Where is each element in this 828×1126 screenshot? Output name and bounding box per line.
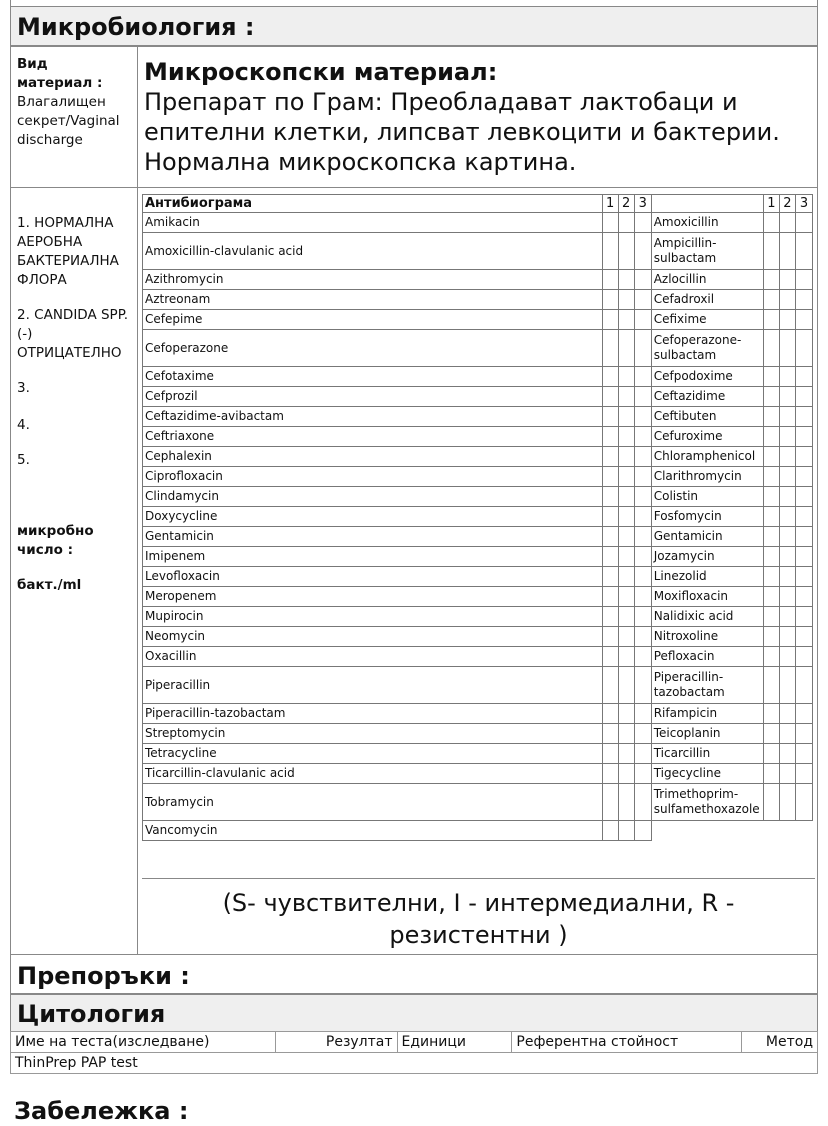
result-cell [763, 704, 779, 724]
antibiotic-name-left: Ceftazidime-avibactam [143, 407, 603, 427]
antibiogram-table [142, 194, 813, 841]
result-cell [795, 387, 812, 407]
result-cell [634, 487, 651, 507]
result-cell [602, 467, 618, 487]
antibiogram-row [143, 330, 813, 367]
antibiotic-name-right: Colistin [651, 487, 763, 507]
antibiogram-row [143, 667, 813, 704]
result-cell [795, 784, 812, 821]
antibiotic-name-left: Cefoperazone [143, 330, 603, 367]
finding-2: 2. CANDIDA SPP. (-) ОТРИЦАТЕЛНО [17, 307, 129, 361]
cytology-row [11, 1053, 818, 1074]
result-cell [795, 547, 812, 567]
result-cell [763, 784, 779, 821]
antibiotic-name-right: Cefixime [651, 310, 763, 330]
result-cell [779, 407, 795, 427]
antibiogram-row [143, 233, 813, 270]
result-cell [618, 427, 634, 447]
col-units: Единици [397, 1032, 512, 1053]
result-cell [602, 387, 618, 407]
result-cell [763, 213, 779, 233]
result-cell [618, 607, 634, 627]
result-cell [634, 724, 651, 744]
count-label: микробно число : [17, 523, 94, 558]
result-cell [763, 487, 779, 507]
result-cell [779, 784, 795, 821]
antibiotic-name-left: Ciprofloxacin [143, 467, 603, 487]
result-cell [602, 667, 618, 704]
antibiotic-name-left: Ticarcillin-clavulanic acid [143, 764, 603, 784]
antibiotic-name-left: Vancomycin [143, 821, 603, 841]
result-cell [634, 627, 651, 647]
result-cell [618, 213, 634, 233]
antibiogram-header-row [143, 195, 813, 213]
result-cell [779, 627, 795, 647]
antibiogram-row [143, 270, 813, 290]
col-number: 1 [763, 195, 779, 213]
result-cell [795, 467, 812, 487]
micro-cell [144, 57, 812, 177]
result-cell [779, 764, 795, 784]
antibiotic-name-right: Ticarcillin [651, 744, 763, 764]
cytology-header-row [11, 1032, 818, 1053]
sample-cell [11, 47, 138, 187]
antibiotic-name-right: Cefoperazone-sulbactam [651, 330, 763, 367]
findings-cell [11, 188, 138, 954]
note-title: Забележка : [14, 1097, 189, 1125]
result-cell [763, 427, 779, 447]
result-cell [779, 427, 795, 447]
antibiotic-name-right: Linezolid [651, 567, 763, 587]
result-cell [763, 607, 779, 627]
finding-1: 1. НОРМАЛНА АЕРОБНА БАКТЕРИАЛНА ФЛОРА [17, 215, 119, 288]
antibiogram-row [143, 764, 813, 784]
micro-text: Препарат по Грам: Преобладават лактобаци и епителни клетки, липсват левкоцити и бактерии. Нормална микроскопска картина. [144, 88, 780, 176]
result-cell [634, 647, 651, 667]
col-test-name: Име на теста(изследване) [11, 1032, 276, 1053]
result-cell [618, 270, 634, 290]
result-cell [634, 447, 651, 467]
antibiotic-name-left: Mupirocin [143, 607, 603, 627]
result-cell [763, 310, 779, 330]
result-cell [618, 310, 634, 330]
result-cell [779, 567, 795, 587]
antibiogram-row [143, 387, 813, 407]
result-cell [618, 547, 634, 567]
col-result: Резултат [275, 1032, 397, 1053]
antibiogram-row [143, 467, 813, 487]
result-cell [602, 547, 618, 567]
antibiotic-name-right [651, 821, 763, 841]
result-cell [763, 233, 779, 270]
result-cell [634, 821, 651, 841]
antibiogram-row [143, 213, 813, 233]
result-cell [763, 587, 779, 607]
result-cell [618, 744, 634, 764]
result-cell [618, 407, 634, 427]
result-cell [795, 527, 812, 547]
result-cell [602, 784, 618, 821]
result-cell [779, 507, 795, 527]
result-cell [634, 367, 651, 387]
result-cell [602, 330, 618, 367]
antibiogram-row [143, 627, 813, 647]
result-cell [602, 744, 618, 764]
result-cell [602, 407, 618, 427]
result-cell [634, 270, 651, 290]
result-cell [795, 427, 812, 447]
result-cell [795, 487, 812, 507]
result-cell [618, 567, 634, 587]
antibiotic-name-right: Nalidixic acid [651, 607, 763, 627]
antibiogram-header: Антибиограма [143, 195, 603, 213]
antibiotic-name-left: Azithromycin [143, 270, 603, 290]
result-cell [779, 587, 795, 607]
result-cell [779, 367, 795, 387]
result-cell [618, 233, 634, 270]
result-cell [618, 724, 634, 744]
result-cell [602, 290, 618, 310]
result-cell [618, 467, 634, 487]
antibiotic-name-right: Amoxicillin [651, 213, 763, 233]
result-cell [634, 330, 651, 367]
antibiotic-name-left: Amoxicillin-clavulanic acid [143, 233, 603, 270]
antibiogram-row [143, 427, 813, 447]
result-cell [795, 724, 812, 744]
result-cell [795, 744, 812, 764]
col-number: 1 [602, 195, 618, 213]
result-cell [634, 547, 651, 567]
result-cell [618, 507, 634, 527]
antibiotic-name-left: Cephalexin [143, 447, 603, 467]
result-cell [634, 213, 651, 233]
result-cell [618, 387, 634, 407]
result-cell [618, 704, 634, 724]
antibiotic-name-left: Aztreonam [143, 290, 603, 310]
result-cell [779, 487, 795, 507]
result-cell [795, 764, 812, 784]
antibiotic-name-right: Clarithromycin [651, 467, 763, 487]
result-cell [763, 567, 779, 587]
micro-title: Микроскопски материал: [144, 58, 498, 86]
result-cell [779, 447, 795, 467]
cytology-title: Цитология [10, 994, 818, 1032]
result-cell [795, 367, 812, 387]
result-cell [795, 233, 812, 270]
antibiotic-name-right: Gentamicin [651, 527, 763, 547]
result-cell [602, 310, 618, 330]
sample-value: Влагалищен секрет/Vaginal discharge [17, 94, 120, 148]
result-cell [602, 627, 618, 647]
antibiotic-name-right: Piperacillin-tazobactam [651, 667, 763, 704]
result-cell [618, 667, 634, 704]
result-cell [779, 527, 795, 547]
antibiotic-name-right: Ampicillin-sulbactam [651, 233, 763, 270]
antibiogram-row [143, 447, 813, 467]
microbiology-title: Микробиология : [10, 6, 818, 46]
recommendations-title: Препоръки : [17, 962, 190, 990]
antibiogram-header-right [651, 195, 763, 213]
result-cell [779, 467, 795, 487]
result-cell [602, 587, 618, 607]
col-number: 3 [795, 195, 812, 213]
result-cell [763, 764, 779, 784]
result-cell [634, 607, 651, 627]
result-cell [602, 567, 618, 587]
result-cell [763, 507, 779, 527]
result-cell [602, 507, 618, 527]
antibiotic-name-left: Ceftriaxone [143, 427, 603, 447]
result-cell [602, 367, 618, 387]
sample-row [10, 46, 818, 188]
cytology-test-name: ThinPrep PAP test [11, 1053, 818, 1074]
antibiotic-name-right: Cefuroxime [651, 427, 763, 447]
col-reference: Референтна стойност [512, 1032, 742, 1053]
result-cell [602, 821, 618, 841]
result-cell [618, 764, 634, 784]
antibiogram-row [143, 607, 813, 627]
result-cell [634, 567, 651, 587]
result-cell [634, 507, 651, 527]
result-cell [779, 667, 795, 704]
antibiotic-name-left: Tetracycline [143, 744, 603, 764]
antibiogram-row [143, 487, 813, 507]
col-number: 2 [618, 195, 634, 213]
antibiotic-name-left: Cefotaxime [143, 367, 603, 387]
antibiotic-name-right: Nitroxoline [651, 627, 763, 647]
antibiotic-name-left: Cefepime [143, 310, 603, 330]
result-cell [602, 724, 618, 744]
result-cell [795, 587, 812, 607]
result-cell [602, 607, 618, 627]
result-cell [618, 290, 634, 310]
result-cell [795, 667, 812, 704]
antibiogram-row [143, 527, 813, 547]
result-cell [602, 764, 618, 784]
result-cell [602, 704, 618, 724]
result-cell [763, 821, 779, 841]
antibiotic-name-left: Oxacillin [143, 647, 603, 667]
result-cell [795, 821, 812, 841]
result-cell [618, 487, 634, 507]
antibiotic-name-right: Pefloxacin [651, 647, 763, 667]
antibiotic-name-left: Cefprozil [143, 387, 603, 407]
result-cell [763, 407, 779, 427]
antibiogram-row [143, 744, 813, 764]
result-cell [763, 447, 779, 467]
antibiogram-row [143, 647, 813, 667]
result-cell [795, 213, 812, 233]
result-cell [634, 527, 651, 547]
result-cell [795, 407, 812, 427]
result-cell [795, 647, 812, 667]
result-cell [602, 527, 618, 547]
recommendations-box [10, 954, 818, 994]
finding-5: 5. [17, 452, 30, 468]
result-cell [602, 270, 618, 290]
result-cell [618, 447, 634, 467]
antibiogram-row [143, 290, 813, 310]
antibiotic-name-right: Teicoplanin [651, 724, 763, 744]
result-cell [618, 587, 634, 607]
antibiotic-name-left: Piperacillin [143, 667, 603, 704]
result-cell [634, 290, 651, 310]
sample-label: Вид материал : [17, 56, 103, 91]
result-cell [602, 647, 618, 667]
result-cell [618, 647, 634, 667]
antibiogram-row [143, 547, 813, 567]
antibiotic-name-left: Meropenem [143, 587, 603, 607]
count-unit: бакт./ml [17, 577, 82, 593]
antibiotic-name-left: Tobramycin [143, 784, 603, 821]
antibiotic-name-right: Rifampicin [651, 704, 763, 724]
antibiotic-name-right: Azlocillin [651, 270, 763, 290]
result-cell [634, 667, 651, 704]
result-cell [634, 764, 651, 784]
finding-4: 4. [17, 417, 30, 433]
antibiotic-name-left: Piperacillin-tazobactam [143, 704, 603, 724]
antibiogram-row [143, 587, 813, 607]
result-cell [795, 507, 812, 527]
result-cell [795, 330, 812, 367]
antibiotic-name-right: Cefpodoxime [651, 367, 763, 387]
result-cell [634, 704, 651, 724]
result-cell [779, 607, 795, 627]
result-cell [779, 821, 795, 841]
antibiotic-name-left: Amikacin [143, 213, 603, 233]
result-cell [634, 587, 651, 607]
result-cell [763, 667, 779, 704]
result-cell [602, 213, 618, 233]
col-number: 2 [779, 195, 795, 213]
antibiotic-name-right: Trimethoprim-sulfamethoxazole [651, 784, 763, 821]
antibiotic-name-left: Levofloxacin [143, 567, 603, 587]
antibiotic-name-right: Chloramphenicol [651, 447, 763, 467]
result-cell [779, 310, 795, 330]
result-cell [795, 567, 812, 587]
result-cell [795, 310, 812, 330]
antibiogram-row [143, 507, 813, 527]
result-cell [779, 330, 795, 367]
result-cell [602, 487, 618, 507]
result-cell [763, 547, 779, 567]
result-cell [602, 447, 618, 467]
antibiotic-name-right: Fosfomycin [651, 507, 763, 527]
result-cell [763, 627, 779, 647]
result-cell [763, 330, 779, 367]
result-cell [763, 744, 779, 764]
result-cell [618, 367, 634, 387]
col-method: Метод [742, 1032, 818, 1053]
antibiotic-name-left: Imipenem [143, 547, 603, 567]
result-cell [618, 330, 634, 367]
result-cell [618, 627, 634, 647]
result-cell [634, 744, 651, 764]
cytology-table [10, 1031, 818, 1074]
antibiogram-row [143, 310, 813, 330]
antibiotic-name-right: Ceftazidime [651, 387, 763, 407]
result-cell [763, 290, 779, 310]
result-cell [618, 784, 634, 821]
result-cell [779, 270, 795, 290]
result-cell [795, 290, 812, 310]
result-cell [634, 387, 651, 407]
antibiotic-name-right: Tigecycline [651, 764, 763, 784]
result-cell [763, 527, 779, 547]
antibiotic-name-left: Clindamycin [143, 487, 603, 507]
result-cell [634, 233, 651, 270]
result-cell [763, 367, 779, 387]
result-cell [779, 233, 795, 270]
result-cell [795, 607, 812, 627]
result-cell [779, 290, 795, 310]
result-cell [779, 387, 795, 407]
result-cell [763, 467, 779, 487]
antibiogram-legend: (S- чувствителни, I - интермедиални, R - резистентни ) [222, 889, 735, 949]
result-cell [779, 547, 795, 567]
result-cell [779, 744, 795, 764]
result-cell [779, 213, 795, 233]
result-cell [634, 310, 651, 330]
result-cell [795, 627, 812, 647]
result-cell [763, 647, 779, 667]
antibiotic-name-right: Ceftibuten [651, 407, 763, 427]
result-cell [634, 407, 651, 427]
antibiogram-row [143, 784, 813, 821]
result-cell [634, 467, 651, 487]
antibiogram-legend-box [142, 878, 815, 955]
finding-3: 3. [17, 380, 30, 396]
result-cell [634, 784, 651, 821]
col-number: 3 [634, 195, 651, 213]
antibiotic-name-left: Neomycin [143, 627, 603, 647]
result-cell [763, 270, 779, 290]
result-cell [602, 427, 618, 447]
antibiogram-row [143, 724, 813, 744]
result-cell [779, 704, 795, 724]
result-cell [779, 647, 795, 667]
result-cell [795, 704, 812, 724]
antibiogram-row [143, 407, 813, 427]
antibiotic-name-left: Gentamicin [143, 527, 603, 547]
antibiogram-row [143, 704, 813, 724]
result-cell [618, 527, 634, 547]
result-cell [763, 724, 779, 744]
antibiogram-row [143, 367, 813, 387]
antibiogram-row [143, 567, 813, 587]
antibiotic-name-right: Cefadroxil [651, 290, 763, 310]
antibiogram-row [10, 187, 818, 955]
antibiogram-row [143, 821, 813, 841]
antibiotic-name-right: Moxifloxacin [651, 587, 763, 607]
antibiotic-name-left: Doxycycline [143, 507, 603, 527]
result-cell [618, 821, 634, 841]
result-cell [795, 270, 812, 290]
result-cell [795, 447, 812, 467]
result-cell [634, 427, 651, 447]
result-cell [602, 233, 618, 270]
antibiotic-name-left: Streptomycin [143, 724, 603, 744]
antibiotic-name-right: Jozamycin [651, 547, 763, 567]
result-cell [763, 387, 779, 407]
result-cell [779, 724, 795, 744]
